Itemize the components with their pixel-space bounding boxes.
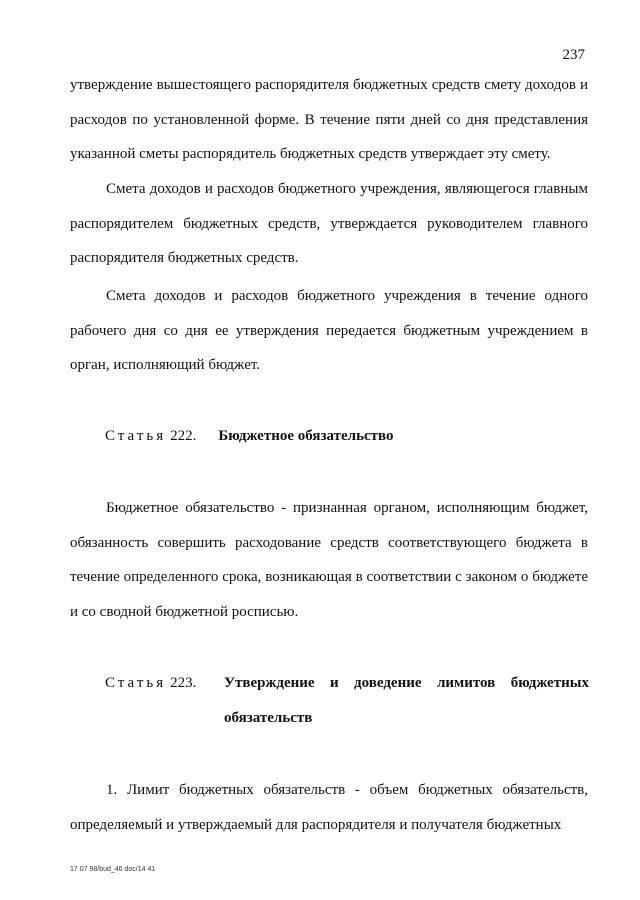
- article-222-title: Бюджетное обязательство: [218, 428, 394, 444]
- article-223-prefix: Статья: [105, 675, 167, 691]
- article-223-heading: [105, 666, 589, 735]
- paragraph-1: утверждение вышестоящего распорядителя бюджетных средств смету доходов и расходов по установленной форме. В течение пяти дней со дня представления указанной сметы распорядитель бюджетных средств утверждает эту смету.: [70, 77, 588, 162]
- article-223-word: лимитов: [436, 675, 496, 691]
- article-223-title-line2: обязательств: [224, 709, 313, 726]
- article-223-word: бюджетных: [510, 675, 589, 691]
- article-223-number: 223.: [170, 675, 197, 691]
- article-223-word: доведение: [354, 675, 422, 691]
- paragraph-3: Смета доходов и расходов бюджетного учреждения в течение одного рабочего дня со дня ее утверждения передается бюджетным учреждением в орган, исполняющий бюджет.: [70, 288, 588, 373]
- article-223-word: Утверждение: [224, 675, 315, 691]
- paragraph-4: Бюджетное обязательство - признанная органом, исполняющим бюджет, обязанность совершить расходование средств соответствующего бюджета в течение определенного срока, возникающая в соответствии с законом о бюджете и со сводной бюджетной росписью.: [70, 500, 588, 620]
- page-number: 237: [562, 47, 585, 63]
- paragraph-5: 1. Лимит бюджетных обязательств - объем бюджетных обязательств, определяемый и утверждаемый для распорядителя и получателя бюджетных: [70, 782, 588, 833]
- footer-file-stamp: 17 07 98/bud_46 doc/14 41: [70, 866, 156, 873]
- paragraph-2: Смета доходов и расходов бюджетного учреждения, являющегося главным распорядителем бюджетных средств, утверждается руководителем главного распорядителя бюджетных средств.: [70, 181, 588, 266]
- article-223-title-line1: [224, 666, 589, 701]
- article-222-heading: [105, 419, 589, 454]
- article-222-number: 222.: [170, 428, 197, 444]
- article-222-prefix: Статья: [105, 428, 167, 444]
- article-223-word: и: [329, 675, 339, 691]
